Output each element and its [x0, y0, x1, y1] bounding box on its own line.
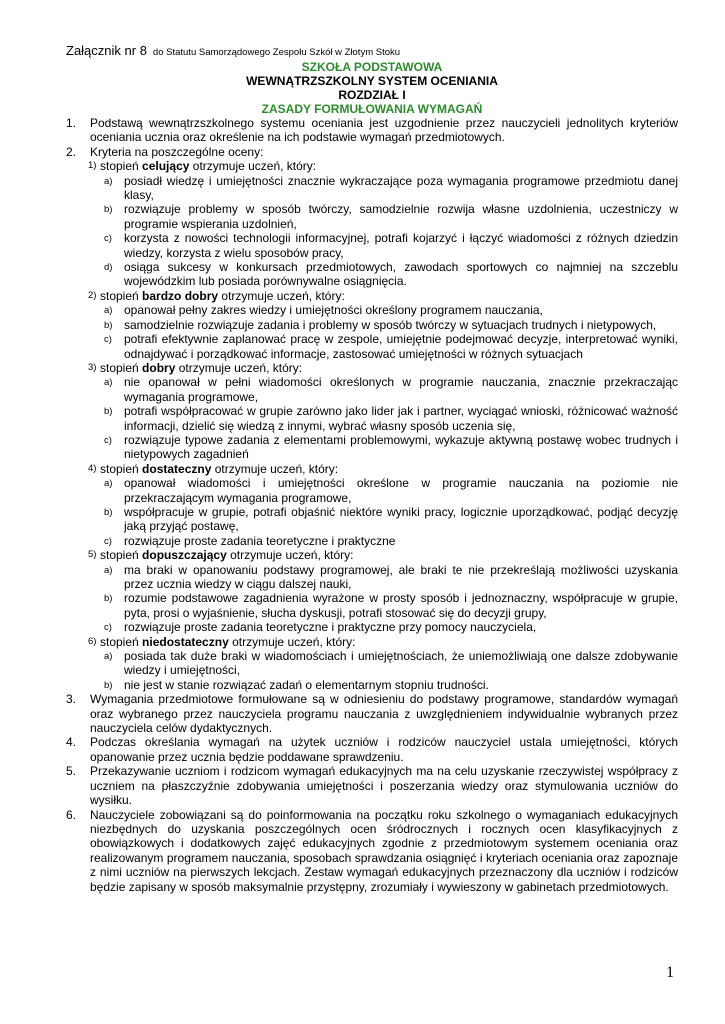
- criterion-item: b) nie jest w stanie rozwiązać zadań o elementarnym stopniu trudności.: [104, 677, 489, 692]
- criterion-item: b) potrafi współpracować w grupie zarówno jako lider jak i partner, wyciągać wnioski, różnicować ważność informacji, dzielić się wiedzą z innymi, wybrać własny sposób uczenia się,: [104, 404, 678, 433]
- item-text: Kryteria na poszczególne oceny:: [90, 144, 264, 159]
- document-body: [66, 116, 678, 894]
- item-text: Wymagania przedmiotowe formułowane są w odniesieniu do podstawy programowe, standardów wymagań oraz wybranego przez nauczyciela programu nauczania z uwzględnieniem indywidualnie wybranych przez nauczyciela celów dydaktycznych.: [90, 692, 678, 736]
- list-item: [66, 735, 678, 764]
- grade-number: 6): [88, 635, 97, 647]
- grade-heading: 3) stopień dobry otrzymuje uczeń, który:: [88, 360, 303, 375]
- grade-heading: 4) stopień dostateczny otrzymuje uczeń, który:: [88, 461, 339, 476]
- item-text: Podczas określania wymagań na użytek uczniów i rodziców nauczyciel ustala umiejętności, których opanowanie przez ucznia będzie poddawane sprawdzeniu.: [90, 735, 678, 764]
- item-text: Przekazywanie uczniom i rodzicom wymagań edukacyjnych ma na celu uzyskanie rzeczywistej współpracy z uczniem na płaszczyźnie zdobywania umiejętności i poszerzania wiedzy oraz stymulowania uczniów do wysiłku.: [90, 764, 678, 808]
- list-item: [66, 808, 678, 894]
- criterion-item: a) nie opanował w pełni wiadomości określonych w programie nauczania, znacznie przekraczając wymagania programowe,: [104, 375, 678, 404]
- grade-name: dopuszczający: [142, 548, 227, 563]
- list-item: [66, 692, 678, 735]
- criterion-item: d) osiąga sukcesy w konkursach przedmiotowych, zawodach sportowych co najmniej na szczeblu wojewódzkim lub posiada porównywalne osiągnięcia.: [104, 260, 678, 289]
- criterion-item: b) rozumie podstawowe zagadnienia wyrażone w prosty sposób i jednoznaczny, współpracuje w grupie, pyta, prosi o wyjaśnienie, słucha dyskusji, potrafi stosować się do decyzji grupy,: [104, 591, 678, 620]
- grade-name: bardzo dobry: [142, 288, 219, 303]
- list-item: [66, 764, 678, 807]
- item-text: Nauczyciele zobowiązani są do poinformowania na początku roku szkolnego o wymaganiach edukacyjnych niezbędnych do uzyskania poszczególnych ocen śródrocznych i rocznych ocen klasyfikacyjnych z obowiązkowych i dodatkowych zajęć edukacyjnych zgodnie z przedmiotowym systemem oceniania oraz realizowanym programem nauczania, sposobach sprawdzania osiągnięć i kryteriach oceniania oraz zapoznaje z nimi uczniów na pierwszych lekcjach. Zestaw wymagań edukacyjnych przeznaczony dla uczniów i rodziców będzie zapisany w sposób maksymalnie przystępny, zrozumiały i wywieszony w gabinetach przedmiotowych.: [90, 807, 678, 894]
- criterion-item: c) rozwiązuje proste zadania teoretyczne i praktyczne: [104, 533, 396, 548]
- grade-name: celujący: [142, 159, 190, 174]
- list-item: [66, 116, 678, 145]
- grade-number: 4): [88, 462, 97, 474]
- system-title: WEWNĄTRZSZKOLNY SYSTEM OCENIANIA: [246, 74, 498, 88]
- grade-number: 2): [88, 289, 97, 301]
- item-number: 1.: [66, 116, 77, 130]
- statute-label: do Statutu Samorządowego Zespołu Szkół w Złotym Stoku: [152, 47, 401, 58]
- criterion-item: c) rozwiązuje proste zadania teoretyczne i praktyczne przy pomocy nauczyciela,: [104, 620, 537, 635]
- grade-heading: 2) stopień bardzo dobry otrzymuje uczeń, który:: [88, 288, 345, 303]
- criterion-item: b) współpracuje w grupie, potrafi objaśnić niektóre wyniki pracy, logicznie uporządkować, podjąć decyzję jaką przyjąć postawę,: [104, 504, 678, 534]
- grade-number: 5): [88, 549, 97, 561]
- criterion-item: a) posiada tak duże braki w wiadomościach i umiejętnościach, że uniemożliwiają one dalsze zdobywanie wiedzy i umiejętności,: [104, 649, 678, 678]
- grade-number: 1): [88, 160, 97, 172]
- section-title: ZASADY FORMUŁOWANIA WYMAGAŃ: [261, 102, 483, 116]
- grade-number: 3): [88, 361, 97, 373]
- item-number: 3.: [66, 692, 77, 707]
- grade-heading: 1) stopień celujący otrzymuje uczeń, który:: [88, 159, 317, 174]
- grade-heading: 5) stopień dopuszczający otrzymuje uczeń, który:: [88, 548, 354, 563]
- item-number: 5.: [66, 764, 77, 779]
- item-number: 4.: [66, 735, 77, 750]
- grade-heading: 6) stopień niedostateczny otrzymuje uczeń, który:: [88, 634, 356, 649]
- list-item: [66, 145, 678, 159]
- criterion-item: b) rozwiązuje problemy w sposób twórczy, samodzielnie rozwija własne uzdolnienia, uczestniczy w programie wspierania uzdolnień,: [104, 202, 678, 231]
- grade-name: niedostateczny: [142, 634, 229, 649]
- criterion-item: a) posiadł wiedzę i umiejętności znacznie wykraczające poza wymagania programowe przedmiotu danej klasy,: [104, 173, 678, 203]
- criterion-item: b) samodzielnie rozwiązuje zadania i problemy w sposób twórczy w sytuacjach trudnych i nietypowych,: [104, 317, 657, 332]
- item-number: 6.: [66, 807, 77, 822]
- criterion-item: c) potrafi efektywnie zaplanować pracę w zespole, umiejętnie podejmować decyzje, interpretować wyniki, odnajdywać i porządkować informacje, zastosować umiejętności w różnych sytuacjach: [104, 332, 678, 361]
- grade-name: dobry: [142, 360, 176, 375]
- item-text: Podstawą wewnątrzszkolnego systemu oceniania jest uzgodnienie przez nauczycieli jednolitych kryteriów oceniania ucznia oraz określenie na ich podstawie wymagań przedmiotowych.: [90, 116, 678, 145]
- chapter-title: ROZDZIAŁ I: [338, 88, 406, 102]
- attachment-header: [66, 44, 678, 60]
- item-number: 2.: [66, 144, 77, 159]
- criterion-item: a) opanował pełny zakres wiedzy i umiejętności określony programem nauczania,: [104, 303, 543, 318]
- document-page: [66, 44, 678, 894]
- criterion-item: c) korzysta z nowości technologii informacyjnej, potrafi kojarzyć i łączyć wiadomości z różnych dziedzin wiedzy, korzysta z wielu sposobów pracy,: [104, 231, 678, 260]
- criterion-item: c) rozwiązuje typowe zadania z elementami problemowymi, wykazuje aktywną postawę wobec trudnych i nietypowych zagadnień: [104, 432, 678, 462]
- page-number: 1: [666, 964, 674, 981]
- grade-name: dostateczny: [142, 461, 212, 476]
- school-title: SZKOŁA PODSTAWOWA: [301, 60, 443, 74]
- criterion-item: a) opanował wiadomości i umiejętności określone w programie nauczania na poziomie nie przekraczającym wymagania programowe,: [104, 476, 678, 505]
- attachment-label: Załącznik nr 8: [66, 43, 147, 58]
- criterion-item: a) ma braki w opanowaniu podstawy programowej, ale braki te nie przekreślają możliwości uzyskania przez ucznia wiedzy w ciągu dalszej nauki,: [104, 562, 678, 591]
